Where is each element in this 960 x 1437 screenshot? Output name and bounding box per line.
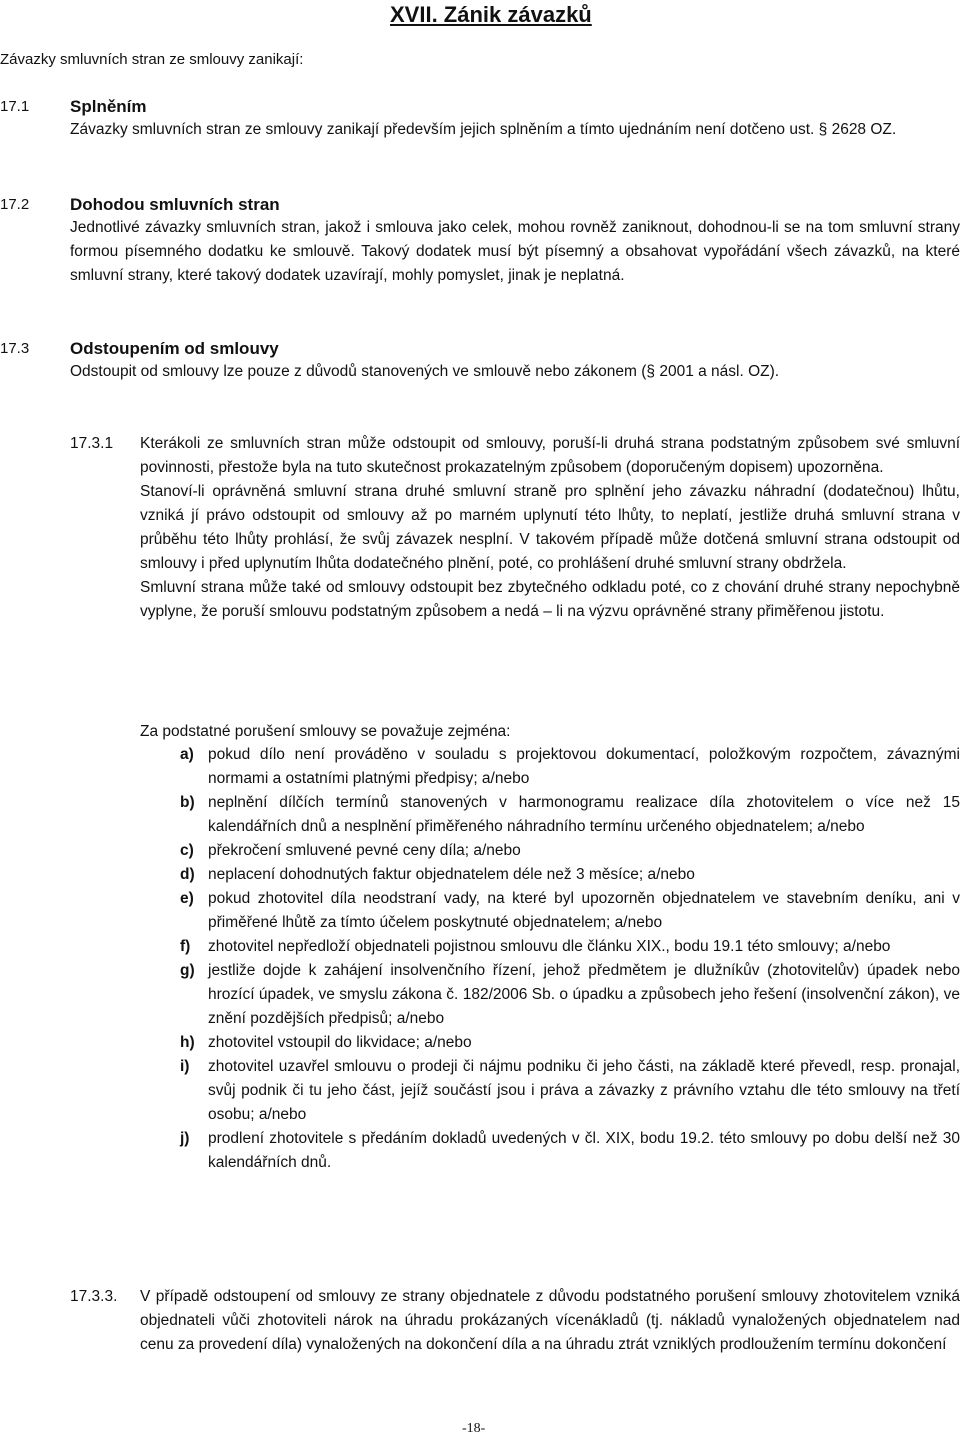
list-text: překročení smluvené pevné ceny díla; a/nebo — [208, 842, 521, 859]
list-item — [180, 863, 960, 887]
list-text: neplacení dohodnutých faktur objednatelem déle než 3 měsíce; a/nebo — [208, 866, 695, 883]
section-body: Závazky smluvních stran ze smlouvy zanikají především jejich splněním a tímto ujednáním není dotčeno ust. § 2628 OZ. — [70, 121, 897, 138]
intro-text: Závazky smluvních stran ze smlouvy zanikají: — [0, 51, 304, 68]
subsection-paragraph: Smluvní strana může také od smlouvy odstoupit bez zbytečného odkladu poté, co z chování druhé strany nepochybně vyplyne, že poruší smlouvu podstatným způsobem a nedá – li na výzvu oprávněné strany přiměřenou jistotu. — [140, 579, 960, 620]
list-text: prodlení zhotovitele s předáním dokladů uvedených v čl. XIX, bodu 19.2. této smlouvy po dobu delší než 30 kalendářních dnů. — [208, 1130, 960, 1171]
list-item — [180, 743, 960, 791]
list-item — [180, 887, 960, 935]
list-letter: g) — [180, 962, 195, 979]
list-intro: Za podstatné porušení smlouvy se považuje zejména: — [140, 723, 511, 740]
list-text: pokud dílo není prováděno v souladu s projektovou dokumentací, položkovým rozpočtem, závaznými normami a ostatními platnými předpisy; a/nebo — [208, 746, 960, 787]
section-number: 17.3 — [0, 340, 30, 357]
section-17-1 — [0, 96, 960, 142]
section-body: Odstoupit od smlouvy lze pouze z důvodů stanovených ve smlouvě nebo zákonem (§ 2001 a násl. OZ). — [70, 363, 780, 380]
subsection-number: 17.3.3. — [70, 1288, 118, 1305]
section-number: 17.2 — [0, 196, 30, 213]
list-letter: f) — [180, 938, 191, 955]
list-text: pokud zhotovitel díla neodstraní vady, na které byl upozorněn objednatelem ve stavebním deníku, ani v přiměřené lhůtě za tímto účelem poskytnuté objednatelem; a/nebo — [208, 890, 960, 931]
subsection-number: 17.3.1 — [70, 435, 114, 452]
subsection-17-3-3 — [70, 1285, 960, 1357]
list-letter: a) — [180, 746, 194, 763]
list-item — [180, 1055, 960, 1127]
subsection-17-3-1 — [70, 432, 960, 624]
breach-list — [180, 743, 960, 1175]
list-item — [180, 935, 960, 959]
list-text: zhotovitel vstoupil do likvidace; a/nebo — [208, 1034, 472, 1051]
list-item — [180, 791, 960, 839]
list-item — [180, 959, 960, 1031]
list-letter: c) — [180, 842, 194, 859]
list-text: zhotovitel uzavřel smlouvu o prodeji či nájmu podniku či jeho části, na základě které převedl, resp. pronajal, svůj podnik či tu jeho část, jejíž součástí jsou i práva a závazky z právního vztahu dle této smlouvy na třetí osobu; a/nebo — [208, 1058, 960, 1123]
section-17-3 — [0, 338, 960, 384]
subsection-paragraph: Kterákoli ze smluvních stran může odstoupit od smlouvy, poruší-li druhá strana podstatným způsobem své smluvní povinnosti, přestože byla na tuto skutečnost prokazatelným způsobem (doporučeným dopisem) upozorněna. — [140, 435, 960, 476]
list-letter: i) — [180, 1058, 190, 1075]
list-item — [180, 839, 960, 863]
subsection-paragraph: V případě odstoupení od smlouvy ze strany objednatele z důvodu podstatného porušení smlouvy zhotovitelem vzniká objednateli vůči zhotoviteli nárok na úhradu prokázaných vícenákladů (tj. nákladů vynaložených objednatelem nad cenu za provedení díla) vynaložených na dokončení díla a na úhradu ztrát vzniklých prodloužením termínu dokončení — [140, 1288, 960, 1353]
section-title: Odstoupením od smlouvy — [70, 339, 279, 358]
section-title: Splněním — [70, 97, 147, 116]
page-title: XVII. Zánik závazků — [390, 2, 592, 27]
section-title: Dohodou smluvních stran — [70, 195, 280, 214]
list-letter: j) — [180, 1130, 190, 1147]
list-text: neplnění dílčích termínů stanovených v harmonogramu realizace díla zhotovitelem o více než 15 kalendářních dnů a nesplnění přiměřeného náhradního termínu určeného objednatelem; a/nebo — [208, 794, 960, 835]
section-number: 17.1 — [0, 98, 30, 115]
list-item — [180, 1031, 960, 1055]
list-item — [180, 1127, 960, 1175]
section-body: Jednotlivé závazky smluvních stran, jakož i smlouva jako celek, mohou rovněž zaniknout, dohodnou-li se na tom smluvní strany formou písemného dodatku ke smlouvě. Takový dodatek musí být písemný a obsahovat vypořádání všech závazků, na které smluvní strany, které takový dodatek uzavírají, mohly pomyslet, jinak je neplatná. — [70, 219, 960, 284]
list-letter: b) — [180, 794, 195, 811]
list-text: zhotovitel nepředloží objednateli pojistnou smlouvu dle článku XIX., bodu 19.1 této smlouvy; a/nebo — [208, 938, 891, 955]
list-text: jestliže dojde k zahájení insolvenčního řízení, jehož předmětem je dlužníkův (zhotovitelův) úpadek nebo hrozící úpadek, ve smyslu zákona č. 182/2006 Sb. o úpadku a způsobech jeho řešení (insolvenční zákon), ve znění pozdějších předpisů; a/nebo — [208, 962, 960, 1027]
list-letter: d) — [180, 866, 195, 883]
page-number: -18- — [462, 1421, 486, 1436]
list-letter: e) — [180, 890, 194, 907]
section-17-2 — [0, 194, 960, 288]
list-letter: h) — [180, 1034, 195, 1051]
subsection-paragraph: Stanoví-li oprávněná smluvní strana druhé smluvní straně pro splnění jeho závazku náhradní (dodatečnou) lhůtu, vzniká jí právo odstoupit od smlouvy až po marném uplynutí této lhůty, to neplatí, jestliže druhá smluvní strana v průběhu této lhůty prohlásí, že svůj závazek nesplní. V takovém případě může dotčená smluvní strana odstoupit od smlouvy i před uplynutím lhůta dodatečného plnění, poté, co prohlášení druhé smluvní strany obdržela. — [140, 483, 960, 572]
